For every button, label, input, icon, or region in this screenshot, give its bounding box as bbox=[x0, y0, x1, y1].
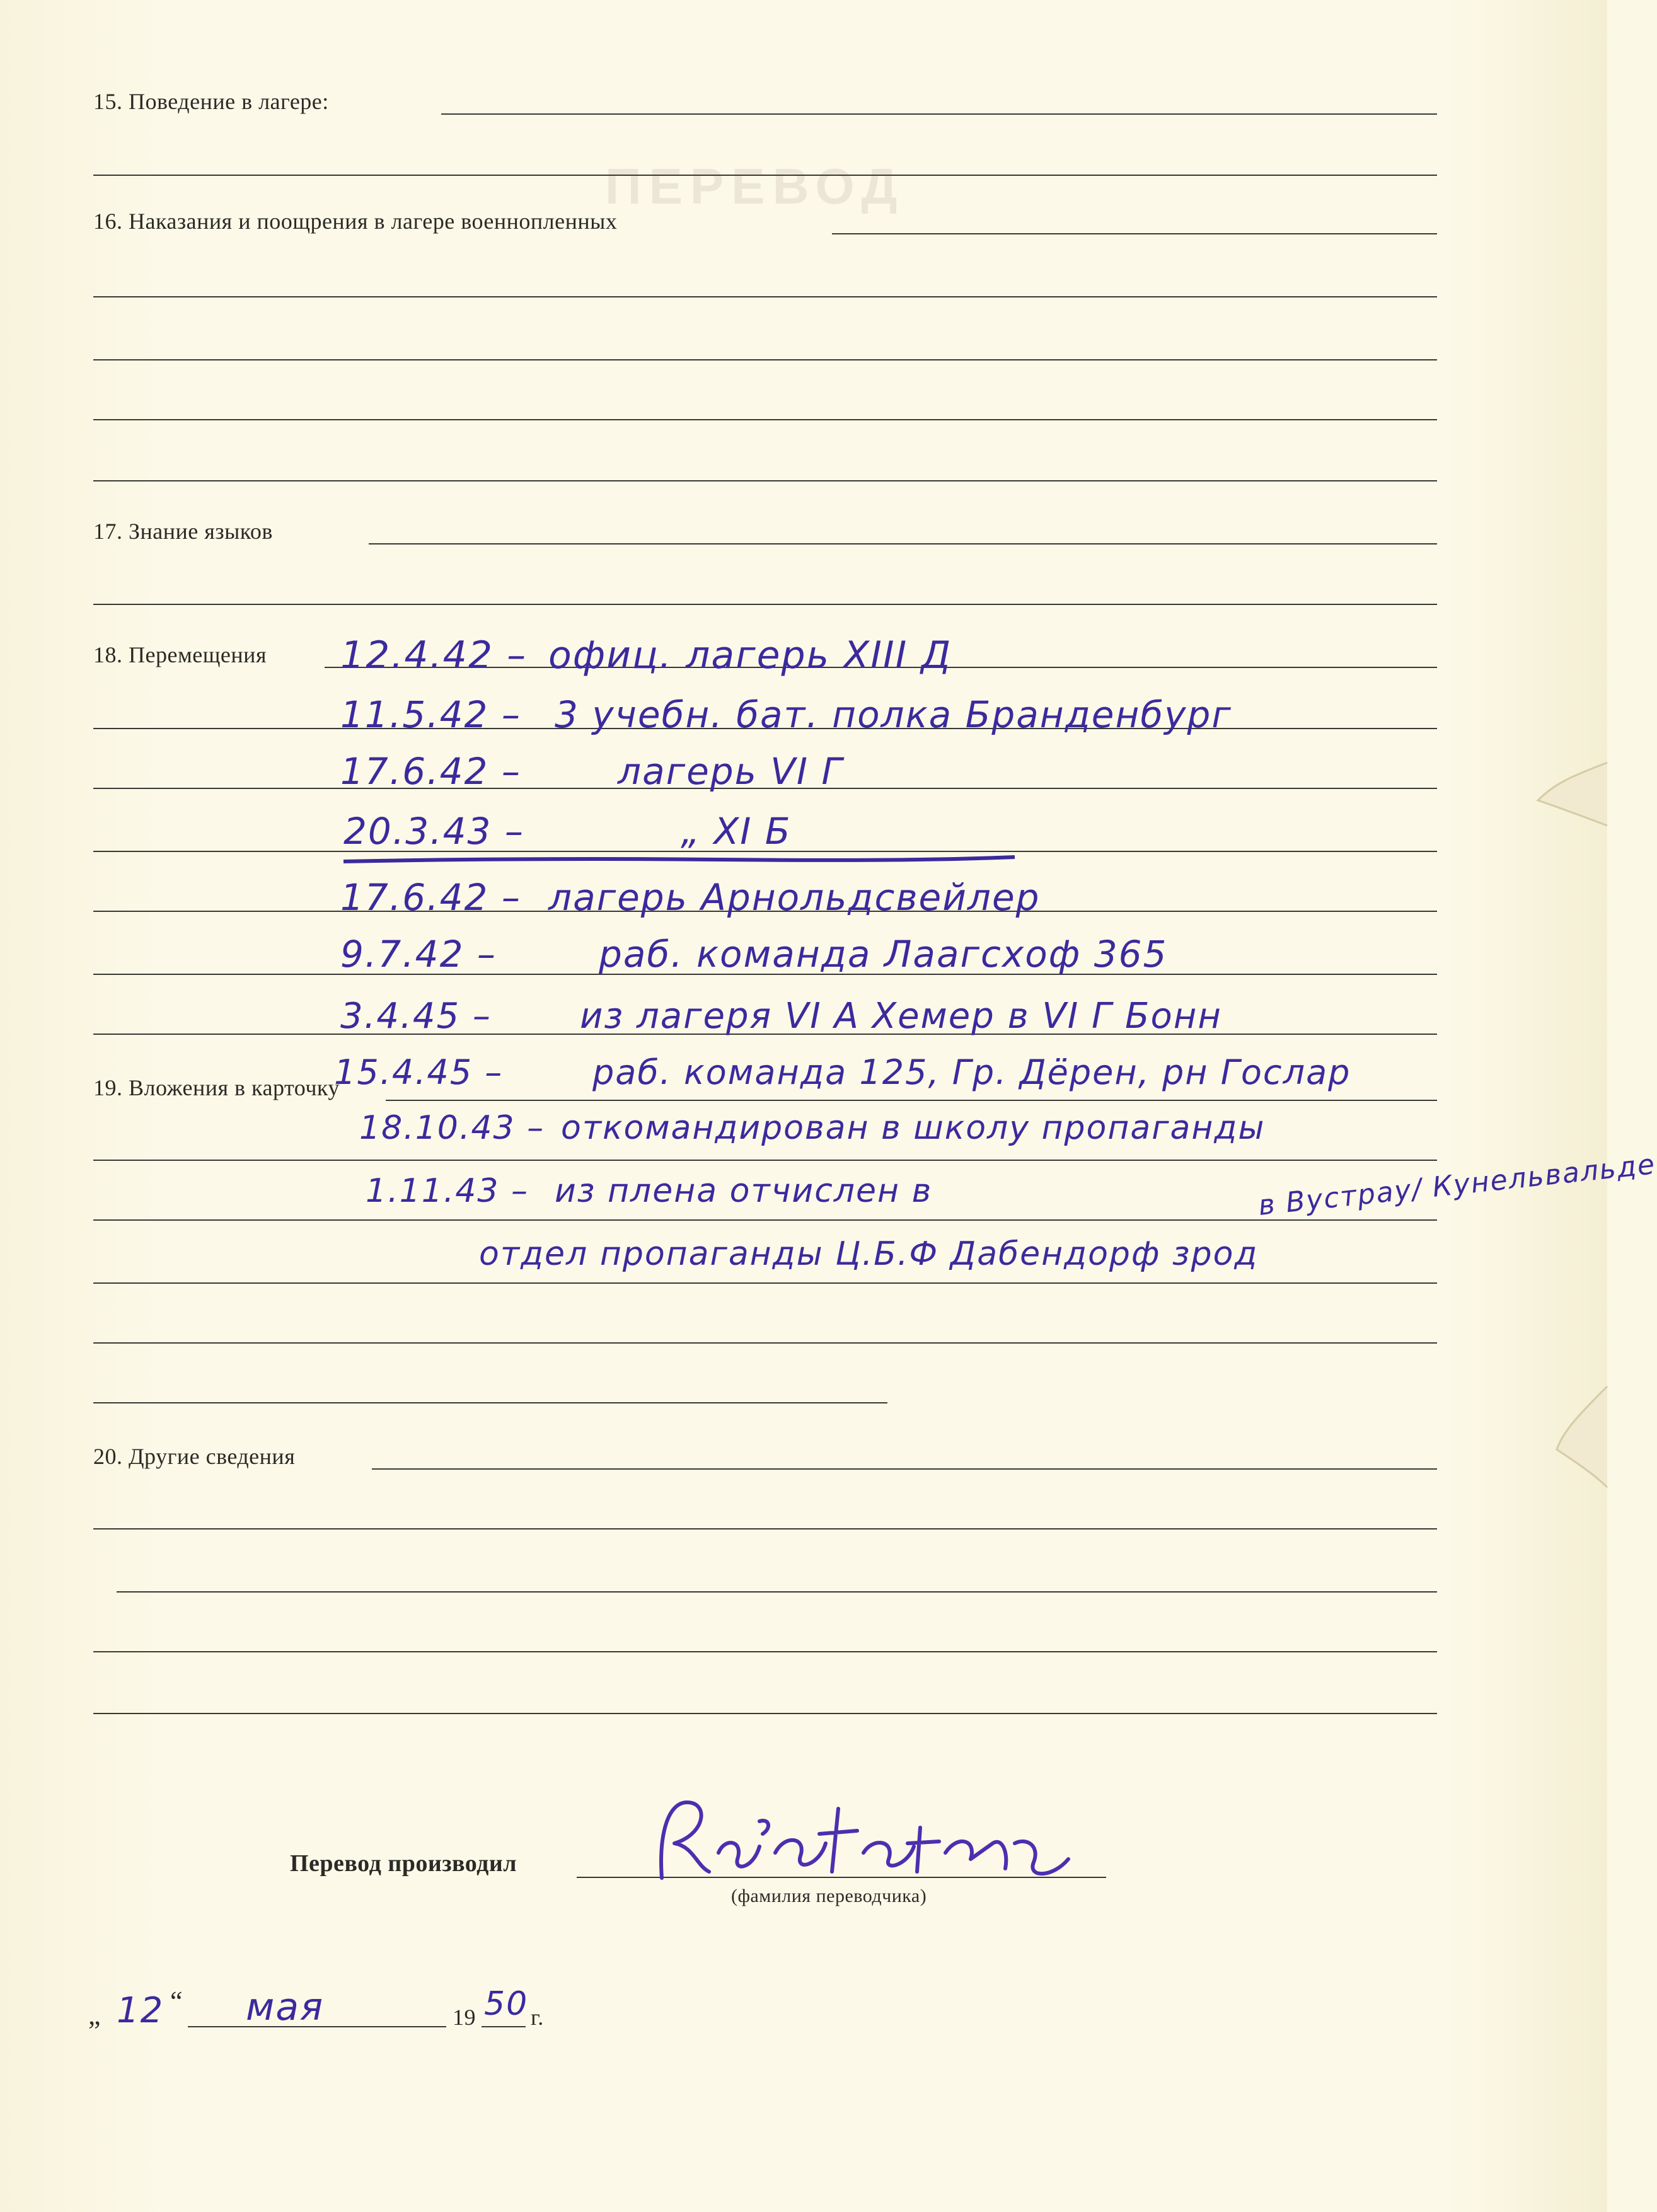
item-17-line bbox=[369, 543, 1437, 544]
movement-text: лагерь Арнольдсвейлер bbox=[548, 876, 1041, 919]
item-20-label: 20. Другие сведения bbox=[93, 1444, 296, 1469]
translator-caption: (фамилия переводчика) bbox=[731, 1886, 927, 1906]
date-month: мая bbox=[246, 1985, 325, 2029]
movement-text: из лагеря VI А Хемер в VI Г Бонн bbox=[580, 996, 1222, 1037]
page-tear bbox=[1500, 756, 1607, 832]
item-15-line bbox=[441, 113, 1437, 115]
movement-text: „ XI Б bbox=[681, 810, 792, 853]
movement-date: 17.6.42 – bbox=[340, 876, 521, 919]
movement-text: раб. команда 125, Гр. Дёрен, рн Гослар bbox=[592, 1052, 1351, 1092]
item-17-label: 17. Знание языков bbox=[93, 519, 273, 544]
date-year-prefix: 19 bbox=[453, 2005, 476, 2030]
item-19-line-4 bbox=[93, 1282, 1437, 1284]
item-16-line bbox=[832, 233, 1437, 234]
movement-date: 3.4.45 – bbox=[340, 996, 492, 1037]
page-tear-2 bbox=[1513, 1386, 1607, 1487]
item-16-line-2 bbox=[93, 296, 1437, 297]
item-16-line-4 bbox=[93, 419, 1437, 420]
movement-text: раб. команда Лаагсхоф 365 bbox=[599, 933, 1168, 976]
movement-date: 15.4.45 – bbox=[334, 1052, 504, 1092]
item-18-label: 18. Перемещения bbox=[93, 642, 267, 667]
movement-text: из плена отчислен в bbox=[555, 1172, 933, 1210]
item-16-line-3 bbox=[93, 359, 1437, 360]
movement-text: лагерь VI Г bbox=[618, 750, 843, 793]
movement-date: 11.5.42 – bbox=[340, 693, 521, 736]
date-quote-close: “ bbox=[170, 1986, 183, 2017]
item-20-line bbox=[372, 1468, 1437, 1470]
translator-signature bbox=[649, 1783, 1090, 1897]
item-15-line-2 bbox=[93, 175, 1437, 176]
item-17-line-2 bbox=[93, 604, 1437, 605]
movement-date: 1.11.43 – bbox=[366, 1172, 529, 1210]
date-g: г. bbox=[531, 2005, 544, 2030]
item-15-label: 15. Поведение в лагере: bbox=[93, 89, 329, 114]
faded-header: ПЕРЕВОД bbox=[605, 158, 905, 214]
translator-label: Перевод производил bbox=[290, 1850, 517, 1877]
movement-text: откомандирован в школу пропаганды bbox=[561, 1109, 1266, 1147]
movement-text: офиц. лагерь XIII Д bbox=[548, 633, 952, 677]
side-note: в Вустрау/ Кунельвальде bbox=[1257, 1148, 1657, 1222]
item-19-line-2 bbox=[93, 1160, 1437, 1161]
item-19-line-3 bbox=[93, 1219, 1437, 1221]
item-16-label: 16. Наказания и поощрения в лагере военнопленных bbox=[93, 209, 618, 234]
date-year-suffix: 50 bbox=[484, 1985, 529, 2023]
hand-divider bbox=[340, 854, 1021, 867]
item-20-line-4 bbox=[93, 1651, 1437, 1652]
item-19-line-6 bbox=[93, 1402, 887, 1403]
movement-date: 20.3.43 – bbox=[344, 810, 524, 853]
item-19-line bbox=[386, 1100, 1437, 1101]
movement-text: 3 учебн. бат. полка Бранденбург bbox=[555, 693, 1232, 736]
movement-date: 12.4.42 – bbox=[340, 633, 528, 677]
movement-date: 17.6.42 – bbox=[340, 750, 521, 793]
item-19-label: 19. Вложения в карточку bbox=[93, 1075, 340, 1100]
item-16-line-5 bbox=[93, 480, 1437, 481]
date-year-line bbox=[482, 2026, 526, 2027]
item-20-line-5 bbox=[93, 1713, 1437, 1714]
movement-date: 9.7.42 – bbox=[340, 933, 497, 976]
item-19-line-5 bbox=[93, 1342, 1437, 1344]
date-quote-open: „ bbox=[88, 2000, 101, 2031]
item-20-line-3 bbox=[117, 1591, 1437, 1593]
movement-date: 18.10.43 – bbox=[359, 1109, 545, 1147]
movement-text: отдел пропаганды Ц.Б.Ф Дабендорф зрод bbox=[479, 1235, 1259, 1273]
item-20-line-2 bbox=[93, 1528, 1437, 1529]
date-day: 12 bbox=[117, 1990, 165, 2031]
